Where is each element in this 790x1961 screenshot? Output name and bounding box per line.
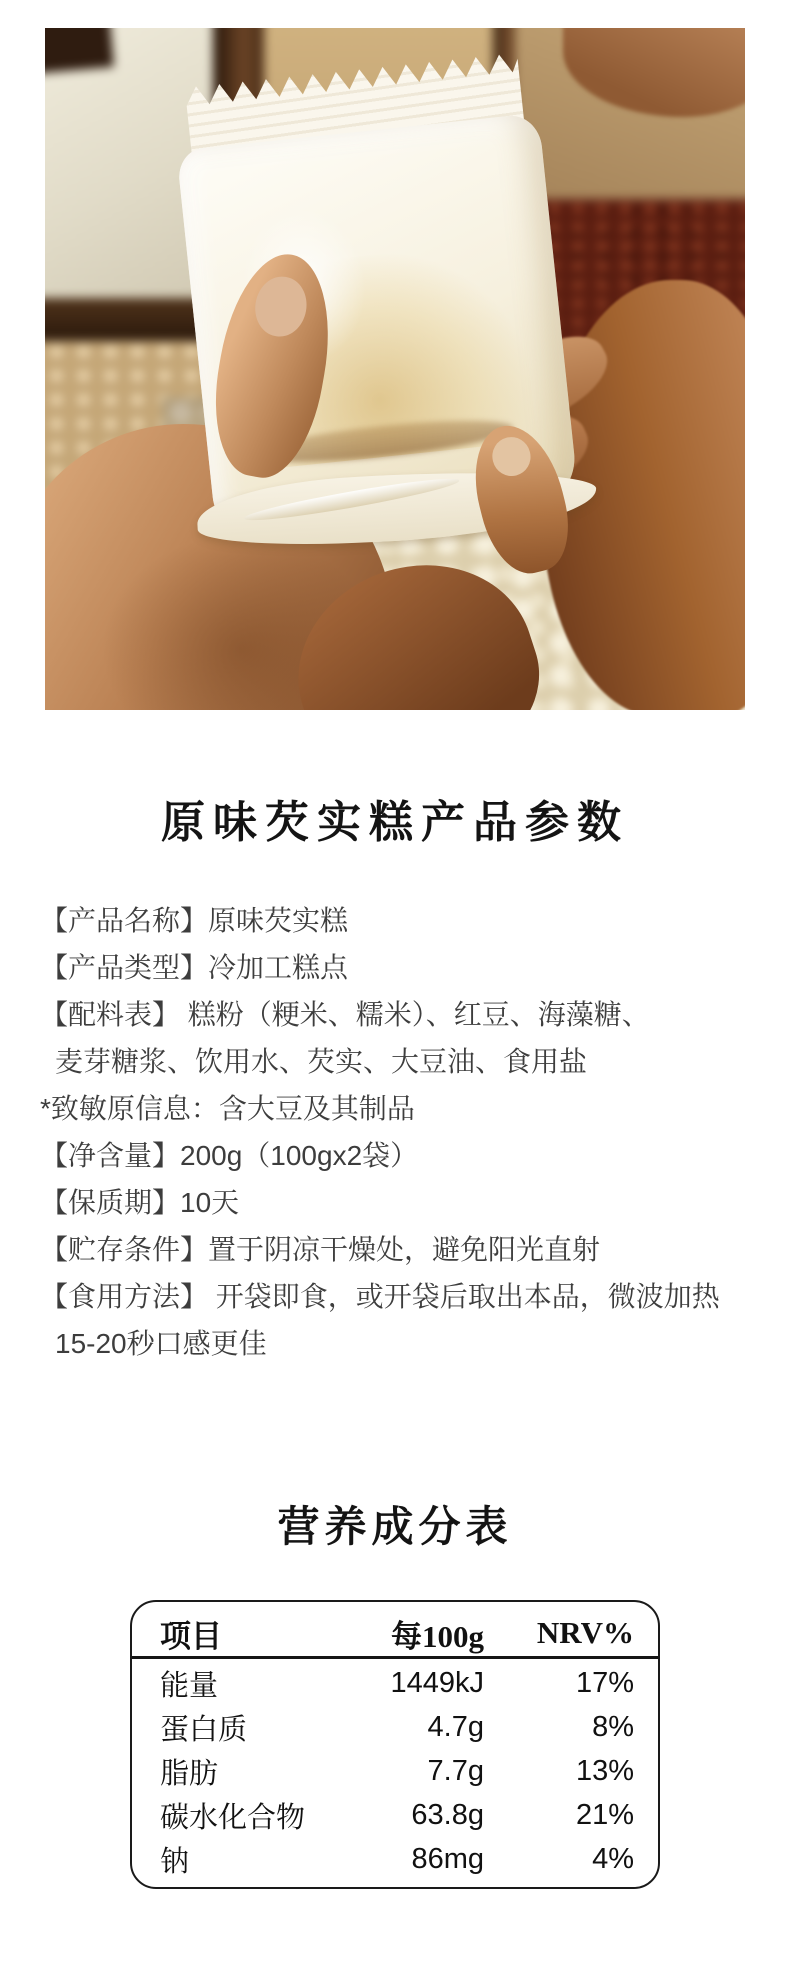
cell-name: 能量 [160,1669,219,1702]
detail-line-product-name: 【产品名称】原味芡实糕 [40,905,349,936]
header-per100g: 每100g [391,1618,484,1654]
header-separator [132,1656,658,1659]
right-thumb-nail [488,433,535,480]
detail-line-storage: 【贮存条件】置于阴凉干燥处，避免阳光直射 [40,1234,601,1265]
nutrition-row-fat [160,1749,634,1793]
nutrition-row-energy [160,1661,634,1705]
cell-name: 脂肪 [160,1757,219,1790]
product-photo [45,28,745,710]
cell-per100g: 1449kJ [390,1666,484,1699]
cell-name: 蛋白质 [160,1713,248,1746]
header-nrv: NRV% [536,1615,634,1650]
cell-nrv: 17% [575,1666,634,1699]
cell-name: 碳水化合物 [160,1801,306,1834]
cell-per100g: 86mg [411,1842,484,1875]
cell-nrv: 13% [575,1754,634,1787]
left-thumb-nail [251,272,311,341]
nutrition-row-protein [160,1705,634,1749]
detail-line-usage: 【食用方法】 开袋即食，或开袋后取出本品，微波加热 [40,1281,720,1312]
detail-line-net-weight: 【净含量】200g（100gx2袋） [40,1140,419,1171]
nutrition-row-carbohydrate [160,1793,634,1837]
nutrition-table [130,1600,660,1889]
header-item: 项目 [160,1618,222,1654]
nutrition-row-sodium [160,1837,634,1881]
cell-name: 钠 [160,1845,190,1878]
page-title: 原味芡实糕产品参数 [161,798,629,847]
cell-nrv: 21% [575,1798,634,1831]
detail-line-allergen: *致敏原信息：含大豆及其制品 [40,1093,415,1124]
cell-per100g: 7.7g [427,1754,484,1787]
nutrition-header-row [160,1610,634,1656]
product-details [40,897,755,1367]
cell-per100g: 4.7g [427,1710,484,1743]
detail-line-ingredients-cont: 麦芽糖浆、饮用水、芡实、大豆油、食用盐 [55,1046,588,1077]
detail-line-ingredients: 【配料表】 糕粉（粳米、糯米）、红豆、海藻糖、 [40,999,650,1030]
cell-nrv: 8% [592,1710,634,1743]
detail-line-product-type: 【产品类型】冷加工糕点 [40,952,349,983]
nutrition-heading: 营养成分表 [277,1505,513,1551]
cell-per100g: 63.8g [411,1798,484,1831]
cell-nrv: 4% [592,1842,634,1875]
detail-line-shelf-life: 【保质期】10天 [40,1187,240,1218]
detail-line-usage-cont: 15-20秒口感更佳 [55,1328,267,1359]
